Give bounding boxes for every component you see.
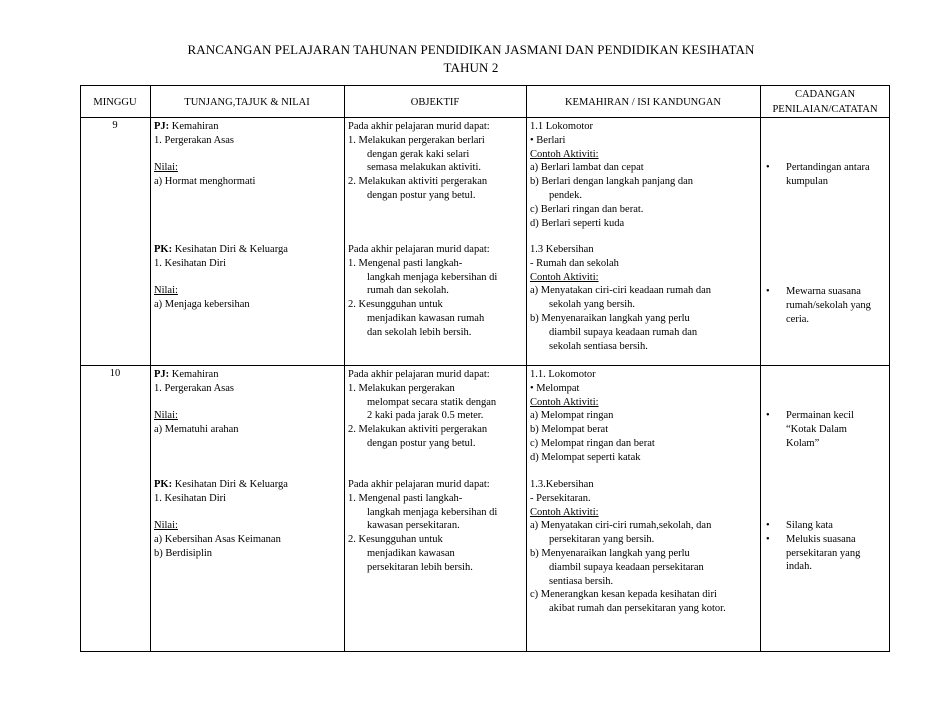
bullet-icon: •	[766, 286, 770, 297]
objektif-line: 1. Melakukan pergerakan	[348, 382, 455, 394]
kemahiran-line: - Rumah dan sekolah	[530, 257, 619, 269]
tunjang-line	[154, 396, 239, 410]
cadangan-line: kumpulan	[786, 175, 828, 187]
objektif-line: 2 kaki pada jarak 0.5 meter.	[367, 410, 484, 422]
objektif-line: 2. Melakukan aktiviti pergerakan	[348, 424, 488, 436]
cadangan-line: Kolam”	[786, 437, 820, 449]
objektif-line: melompat secara statik dengan	[367, 396, 497, 408]
objektif-cell	[348, 368, 496, 451]
objektif-line: 2. Kesungguhan untuk	[348, 299, 443, 311]
kemahiran-line: c) Melompat ringan dan berat	[530, 437, 655, 449]
kemahiran-line: sekolah yang bersih.	[549, 299, 636, 311]
cadangan-line: rumah/sekolah yang	[786, 299, 871, 311]
kemahiran-line: persekitaran yang bersih.	[549, 534, 655, 546]
tunjang-line: 1. Kesihatan Diri	[154, 492, 227, 504]
objektif-cell	[348, 243, 497, 340]
nilai-value: a) Hormat menghormati	[154, 176, 256, 188]
kemahiran-line: diambil supaya keadaan persekitaran	[549, 561, 704, 573]
objektif-line: dan sekolah lebih bersih.	[367, 326, 472, 338]
tunjang-line	[154, 506, 288, 520]
cadangan-line: persekitaran yang	[786, 547, 861, 559]
kemahiran-line: diambil supaya keadaan rumah dan	[549, 326, 698, 338]
week-number: 10	[109, 368, 121, 379]
column-divider	[526, 85, 527, 652]
kemahiran-line: a) Menyatakan ciri-ciri rumah,sekolah, dan	[530, 520, 712, 532]
objektif-line: 1. Melakukan pergerakan berlari	[348, 134, 485, 146]
tunjang-cell	[154, 368, 239, 437]
header-objektif: OBJEKTIF	[410, 97, 460, 108]
cadangan-line: Pertandingan antara	[786, 162, 870, 173]
tunjang-cell	[154, 478, 288, 561]
kemahiran-cell	[530, 478, 726, 616]
objektif-line: rumah dan sekolah.	[367, 285, 449, 297]
bullet-icon: •	[766, 410, 770, 421]
header-cadangan-line1: CADANGAN	[794, 89, 856, 100]
kemahiran-line: 1.1 Lokomotor	[530, 121, 593, 132]
contoh-aktiviti-label: Contoh Aktiviti:	[530, 148, 599, 160]
objektif-line: langkah menjaga kebersihan di	[367, 271, 498, 283]
nilai-label: Nilai:	[154, 285, 178, 297]
document-title: RANCANGAN PELAJARAN TAHUNAN PENDIDIKAN JASMANI DAN PENDIDIKAN KESIHATAN	[187, 42, 755, 57]
objektif-line: dengan postur yang betul.	[367, 437, 476, 449]
nilai-value: b) Berdisiplin	[154, 547, 213, 559]
column-divider	[760, 85, 761, 652]
tunjang-line	[154, 148, 255, 162]
header-kemahiran: KEMAHIRAN / ISI KANDUNGAN	[564, 97, 722, 108]
contoh-aktiviti-label: Contoh Aktiviti:	[530, 396, 599, 408]
bullet-icon: •	[766, 533, 770, 545]
kemahiran-line: c) Berlari ringan dan berat.	[530, 203, 644, 215]
header-divider	[80, 117, 890, 118]
objektif-line: menjadikan kawasan	[367, 547, 455, 559]
objektif-line: dengan postur yang betul.	[367, 189, 476, 201]
week-number: 9	[112, 120, 118, 131]
bullet-icon: •	[766, 520, 770, 531]
kemahiran-line: b) Berlari dengan langkah panjang dan	[530, 176, 693, 188]
column-divider	[150, 85, 151, 652]
objektif-line: Pada akhir pelajaran murid dapat:	[348, 479, 490, 490]
header-cadangan	[760, 88, 890, 116]
contoh-aktiviti-label: Contoh Aktiviti:	[530, 506, 599, 518]
header-minggu: MINGGU	[93, 97, 137, 108]
contoh-aktiviti-label: Contoh Aktiviti:	[530, 271, 599, 283]
objektif-cell	[348, 120, 490, 203]
cadangan-line: Melukis suasana	[786, 533, 856, 545]
objektif-cell	[348, 478, 497, 575]
tunjang-cell	[154, 243, 288, 312]
tunjang-line	[154, 271, 288, 285]
nilai-value: a) Kebersihan Asas Keimanan	[154, 534, 281, 546]
kemahiran-line: sentiasa bersih.	[549, 575, 614, 587]
tunjang-line: 1. Kesihatan Diri	[154, 257, 227, 269]
kemahiran-line: d) Berlari seperti kuda	[530, 217, 625, 229]
nilai-label: Nilai:	[154, 410, 178, 422]
objektif-line: persekitaran lebih bersih.	[367, 561, 473, 573]
nilai-value: a) Menjaga kebersihan	[154, 299, 250, 311]
bullet-icon: •	[766, 162, 770, 173]
kemahiran-line: a) Menyatakan ciri-ciri keadaan rumah dan	[530, 285, 712, 297]
kemahiran-line: b) Menyenaraikan langkah yang perlu	[530, 312, 690, 324]
nilai-value: a) Mematuhi arahan	[154, 424, 239, 436]
cadangan-cell	[766, 161, 870, 189]
cadangan-line: Mewarna suasana	[786, 286, 861, 297]
kemahiran-line: 1.3.Kebersihan	[530, 479, 594, 490]
kemahiran-cell	[530, 368, 655, 465]
kemahiran-line: • Melompat	[530, 382, 580, 394]
kemahiran-line: a) Berlari lambat dan cepat	[530, 162, 644, 174]
objektif-line: kawasan persekitaran.	[367, 520, 460, 532]
cadangan-line: Silang kata	[786, 520, 833, 531]
kemahiran-cell	[530, 243, 711, 353]
cadangan-cell	[766, 285, 871, 326]
header-cadangan-line2: PENILAIAN/CATATAN	[772, 104, 878, 115]
kemahiran-line: sekolah sentiasa bersih.	[549, 340, 648, 352]
tunjang-line: PK: Kesihatan Diri & Keluarga	[154, 244, 288, 255]
kemahiran-line: • Berlari	[530, 134, 566, 146]
objektif-line: Pada akhir pelajaran murid dapat:	[348, 244, 490, 255]
objektif-line: menjadikan kawasan rumah	[367, 312, 485, 324]
nilai-label: Nilai:	[154, 162, 178, 174]
week-divider	[80, 365, 890, 366]
kemahiran-line: d) Melompat seperti katak	[530, 451, 641, 463]
objektif-line: Pada akhir pelajaran murid dapat:	[348, 121, 490, 132]
nilai-label: Nilai:	[154, 520, 178, 532]
document-subtitle: TAHUN 2	[443, 60, 499, 75]
objektif-line: 2. Melakukan aktiviti pergerakan	[348, 176, 488, 188]
objektif-line: dengan gerak kaki selari	[367, 148, 470, 160]
kemahiran-line: 1.1. Lokomotor	[530, 369, 596, 380]
tunjang-line: PK: Kesihatan Diri & Keluarga	[154, 479, 288, 490]
kemahiran-line: c) Menerangkan kesan kepada kesihatan diri	[530, 589, 717, 601]
kemahiran-line: - Persekitaran.	[530, 492, 591, 504]
kemahiran-cell	[530, 120, 693, 230]
objektif-line: 2. Kesungguhan untuk	[348, 534, 443, 546]
kemahiran-line: a) Melompat ringan	[530, 410, 614, 422]
kemahiran-line: b) Menyenaraikan langkah yang perlu	[530, 547, 690, 559]
column-divider	[344, 85, 345, 652]
cadangan-cell	[766, 519, 860, 574]
cadangan-line: “Kotak Dalam	[786, 423, 847, 435]
tunjang-line: 1. Pergerakan Asas	[154, 382, 234, 394]
cadangan-line: indah.	[786, 561, 812, 573]
header-tunjang: TUNJANG,TAJUK & NILAI	[184, 97, 310, 108]
objektif-line: semasa melakukan aktiviti.	[367, 162, 482, 174]
objektif-line: 1. Mengenal pasti langkah-	[348, 492, 463, 504]
objektif-line: langkah menjaga kebersihan di	[367, 506, 498, 518]
kemahiran-line: pendek.	[549, 189, 582, 201]
tunjang-cell	[154, 120, 255, 189]
kemahiran-line: b) Melompat berat	[530, 424, 609, 436]
tunjang-line: PJ: Kemahiran	[154, 121, 219, 132]
cadangan-cell	[766, 409, 854, 450]
tunjang-line: PJ: Kemahiran	[154, 369, 219, 380]
kemahiran-line: 1.3 Kebersihan	[530, 244, 594, 255]
tunjang-line: 1. Pergerakan Asas	[154, 134, 234, 146]
objektif-line: Pada akhir pelajaran murid dapat:	[348, 369, 490, 380]
cadangan-line: Permainan kecil	[786, 410, 854, 421]
objektif-line: 1. Mengenal pasti langkah-	[348, 257, 463, 269]
cadangan-line: ceria.	[786, 313, 810, 325]
kemahiran-line: akibat rumah dan persekitaran yang kotor.	[549, 603, 726, 615]
